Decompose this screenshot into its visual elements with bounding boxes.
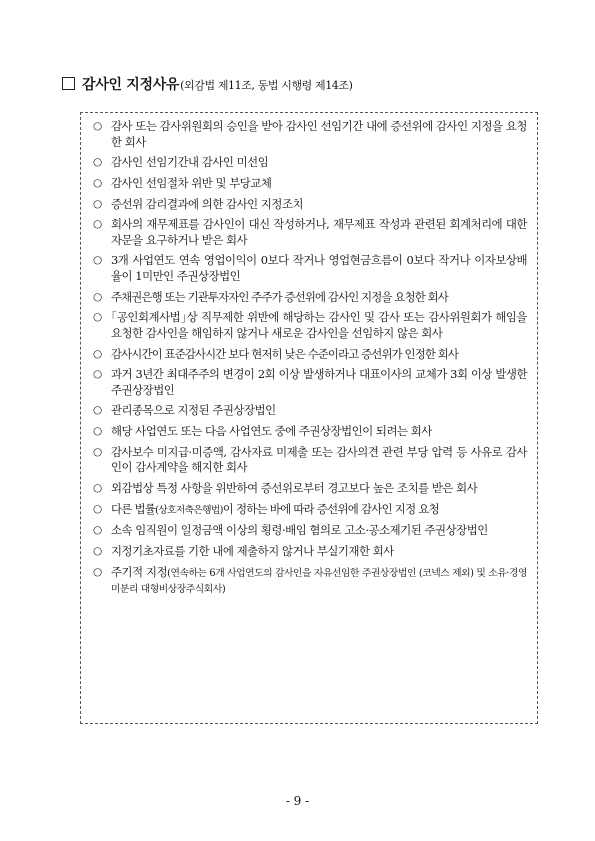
list-item bbox=[91, 544, 527, 560]
item-text: ｢공인회계사법｣상 직무제한 위반에 해당하는 감사인 및 감사 또는 감사위원회가 해임을 요청한 감사인을 해임하지 않거나 새로운 감사인을 선임하지 않은 회사 bbox=[111, 310, 527, 340]
bullet-icon: ○ bbox=[93, 120, 103, 132]
list-item bbox=[91, 310, 527, 341]
item-text-wrap bbox=[111, 502, 527, 519]
heading-subtitle: (외감법 제11조, 동법 시행령 제14조) bbox=[180, 79, 353, 92]
checkbox-icon bbox=[62, 77, 75, 90]
item-text: 주기적 지정 bbox=[111, 564, 168, 579]
list-item bbox=[91, 119, 527, 150]
bullet-icon: ○ bbox=[93, 368, 103, 381]
item-text-small: (연속하는 6개 사업연도의 감사인을 자유선임한 주권상장법인 (코넥스 제외) 및 소유·경영미분리 대형비상장주식회사) bbox=[111, 567, 527, 596]
bullet-icon: ○ bbox=[93, 481, 103, 494]
item-text-after: 이 정하는 바에 따라 증선위에 감사인 지정 요청 bbox=[222, 501, 439, 516]
list-item bbox=[91, 197, 527, 213]
item-text: 다른 법률 bbox=[111, 501, 156, 516]
item-text: 지정기초자료를 기한 내에 제출하지 않거나 부실기재한 회사 bbox=[111, 544, 394, 558]
list-item bbox=[91, 481, 527, 497]
reasons-list bbox=[81, 113, 537, 598]
reasons-box bbox=[80, 112, 538, 724]
bullet-icon: ○ bbox=[93, 524, 103, 537]
heading-title: 감사인 지정사유 bbox=[82, 77, 180, 93]
item-text-small: (상호저축은행법) bbox=[155, 504, 223, 516]
item-text: 소속 임직원이 일정금액 이상의 횡령·배임 혐의로 고소·공소제기된 주권상장법인 bbox=[111, 523, 488, 538]
item-text: 외감법상 특정 사항을 위반하여 증선위로부터 경고보다 높은 조치를 받은 회사 bbox=[111, 480, 478, 495]
list-item bbox=[91, 445, 527, 476]
list-item bbox=[91, 523, 527, 539]
list-item bbox=[91, 217, 527, 248]
item-text: 감사 또는 감사위원회의 승인을 받아 감사인 선임기간 내에 증선위에 감사인 지정을 요청한 회사 bbox=[111, 119, 527, 149]
list-item bbox=[91, 502, 527, 519]
bullet-icon: ○ bbox=[93, 565, 103, 578]
list-item bbox=[91, 403, 527, 419]
item-text: 감사보수 미지급·미증액, 감사자료 미제출 또는 감사의견 관련 부당 압력 등 사유로 감사인이 감사계약을 해지한 회사 bbox=[111, 444, 527, 475]
bullet-icon: ○ bbox=[93, 218, 103, 231]
bullet-icon: ○ bbox=[93, 425, 103, 438]
bullet-icon: ○ bbox=[93, 156, 103, 169]
item-text: 증선위 감리결과에 의한 감사인 지정조치 bbox=[111, 196, 304, 211]
list-item bbox=[91, 155, 527, 171]
item-text: 감사인 선임절차 위반 및 부당교체 bbox=[111, 175, 272, 190]
bullet-icon: ○ bbox=[93, 197, 103, 210]
list-item bbox=[91, 424, 527, 440]
bullet-icon: ○ bbox=[93, 502, 103, 515]
list-item bbox=[91, 253, 527, 284]
item-text-wrap bbox=[111, 565, 527, 598]
list-item bbox=[91, 347, 527, 363]
list-item bbox=[91, 565, 527, 598]
bullet-icon: ○ bbox=[93, 347, 103, 360]
item-text: 주채권은행 또는 기관투자자인 주주가 증선위에 감사인 지정을 요청한 회사 bbox=[111, 289, 448, 304]
bullet-icon: ○ bbox=[93, 545, 103, 557]
item-text: 감사인 선임기간내 감사인 미선임 bbox=[111, 155, 269, 170]
list-item bbox=[91, 176, 527, 192]
item-text: 감사시간이 표준감사시간 보다 현저히 낮은 수준이라고 증선위가 인정한 회사 bbox=[111, 346, 459, 361]
bullet-icon: ○ bbox=[93, 404, 103, 417]
list-item bbox=[91, 290, 527, 306]
item-text: 과거 3년간 최대주주의 변경이 2회 이상 발생하거나 대표이사의 교체가 3회 이상 발생한 주권상장법인 bbox=[111, 367, 527, 397]
section-heading bbox=[62, 74, 542, 94]
item-text: 관리종목으로 지정된 주권상장법인 bbox=[111, 403, 276, 418]
page-number: - 9 - bbox=[285, 794, 310, 808]
bullet-icon: ○ bbox=[93, 176, 103, 189]
item-text: 회사의 재무제표를 감사인이 대신 작성하거나, 재무제표 작성과 관련된 회계처리에 대한 자문을 요구하거나 받은 회사 bbox=[111, 217, 527, 247]
bullet-icon: ○ bbox=[93, 445, 103, 458]
bullet-icon: ○ bbox=[93, 254, 103, 267]
bullet-icon: ○ bbox=[93, 311, 103, 324]
list-item bbox=[91, 367, 527, 398]
item-text: 3개 사업연도 연속 영업이익이 0보다 작거나 영업현금흐름이 0보다 작거나 이자보상배율이 1미만인 주권상장법인 bbox=[111, 253, 527, 283]
bullet-icon: ○ bbox=[93, 290, 103, 303]
item-text: 해당 사업연도 또는 다음 사업연도 중에 주권상장법인이 되려는 회사 bbox=[111, 424, 432, 439]
